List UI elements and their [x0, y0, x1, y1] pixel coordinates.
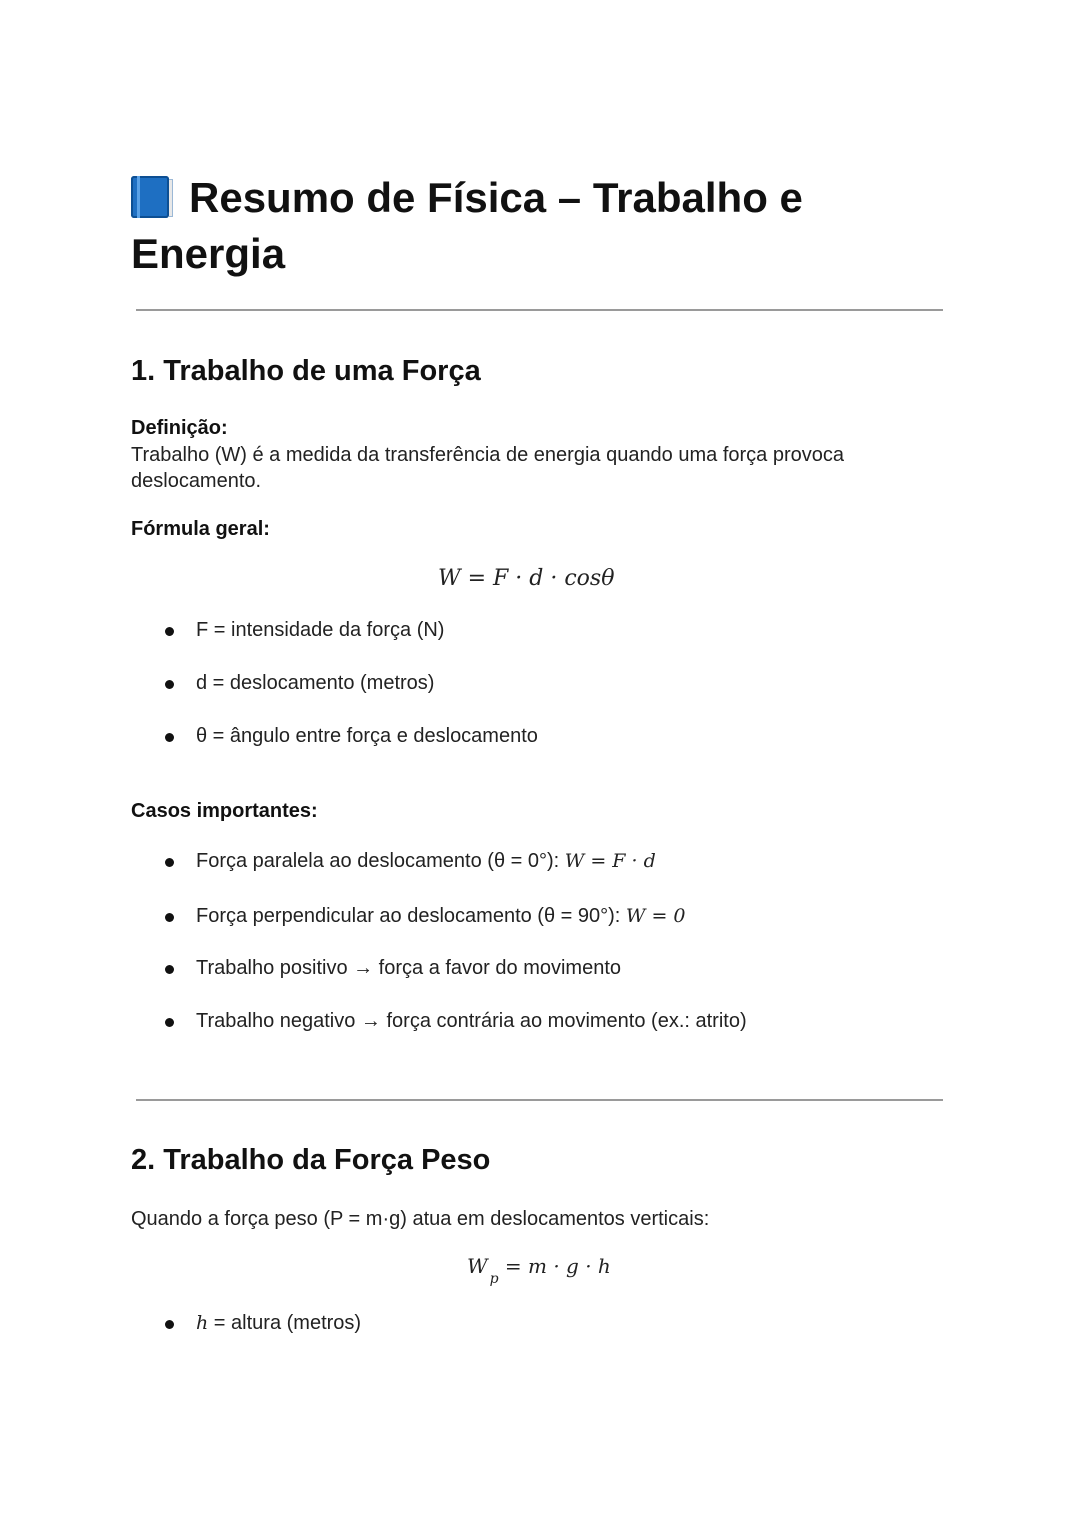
horizontal-rule	[136, 309, 943, 311]
work-formula: W = F · d · cosθ	[438, 566, 615, 591]
case-parallel	[196, 850, 656, 873]
case-perpendicular	[196, 905, 686, 928]
blue-book-icon	[131, 176, 169, 218]
formula-label: Fórmula geral:	[131, 518, 270, 540]
section-1-heading: 1. Trabalho de uma Força	[131, 355, 481, 387]
section-2-intro: Quando a força peso (P = m·g) atua em deslocamentos verticais:	[131, 1208, 710, 1230]
definition-text: Trabalho (W) é a medida da transferência de energia quando uma força provoca deslocamento.	[131, 444, 844, 492]
weight-work-formula	[467, 1254, 611, 1287]
case-positive-work: Trabalho positivo → força a favor do movimento	[196, 957, 622, 979]
variable-theta: θ = ângulo entre força e deslocamento	[196, 725, 538, 747]
bullet-dot	[165, 1320, 174, 1329]
horizontal-rule	[136, 1099, 943, 1101]
document-title	[131, 170, 951, 282]
case-formula: W = F · d	[564, 850, 656, 872]
bullet-dot	[165, 913, 174, 922]
bullet-dot	[165, 1018, 174, 1027]
formula-lhs: W	[467, 1254, 488, 1278]
variable-d: d = deslocamento (metros)	[196, 672, 435, 694]
cases-label: Casos importantes:	[131, 800, 318, 822]
bullet-dot	[165, 680, 174, 689]
bullet-dot	[165, 965, 174, 974]
bullet-dot	[165, 627, 174, 636]
bullet-dot	[165, 733, 174, 742]
section-2-heading: 2. Trabalho da Força Peso	[131, 1144, 491, 1176]
formula-subscript: p	[489, 1271, 499, 1287]
case-text: Força perpendicular ao deslocamento (θ = 90°):	[196, 905, 626, 927]
formula-rhs: = m · g · h	[498, 1254, 611, 1278]
variable-h	[196, 1312, 361, 1335]
variable-f: F = intensidade da força (N)	[196, 619, 445, 641]
document-title-text: Resumo de Física – Trabalho e Energia	[131, 174, 803, 277]
case-formula: W = 0	[625, 905, 686, 927]
case-negative-work: Trabalho negativo → força contrária ao movimento (ex.: atrito)	[196, 1010, 747, 1032]
variable-description: = altura (metros)	[208, 1312, 362, 1334]
definition-label: Definição:	[131, 417, 228, 439]
bullet-dot	[165, 858, 174, 867]
variable-symbol: h	[196, 1312, 209, 1334]
case-text: Força paralela ao deslocamento (θ = 0°):	[196, 850, 565, 872]
